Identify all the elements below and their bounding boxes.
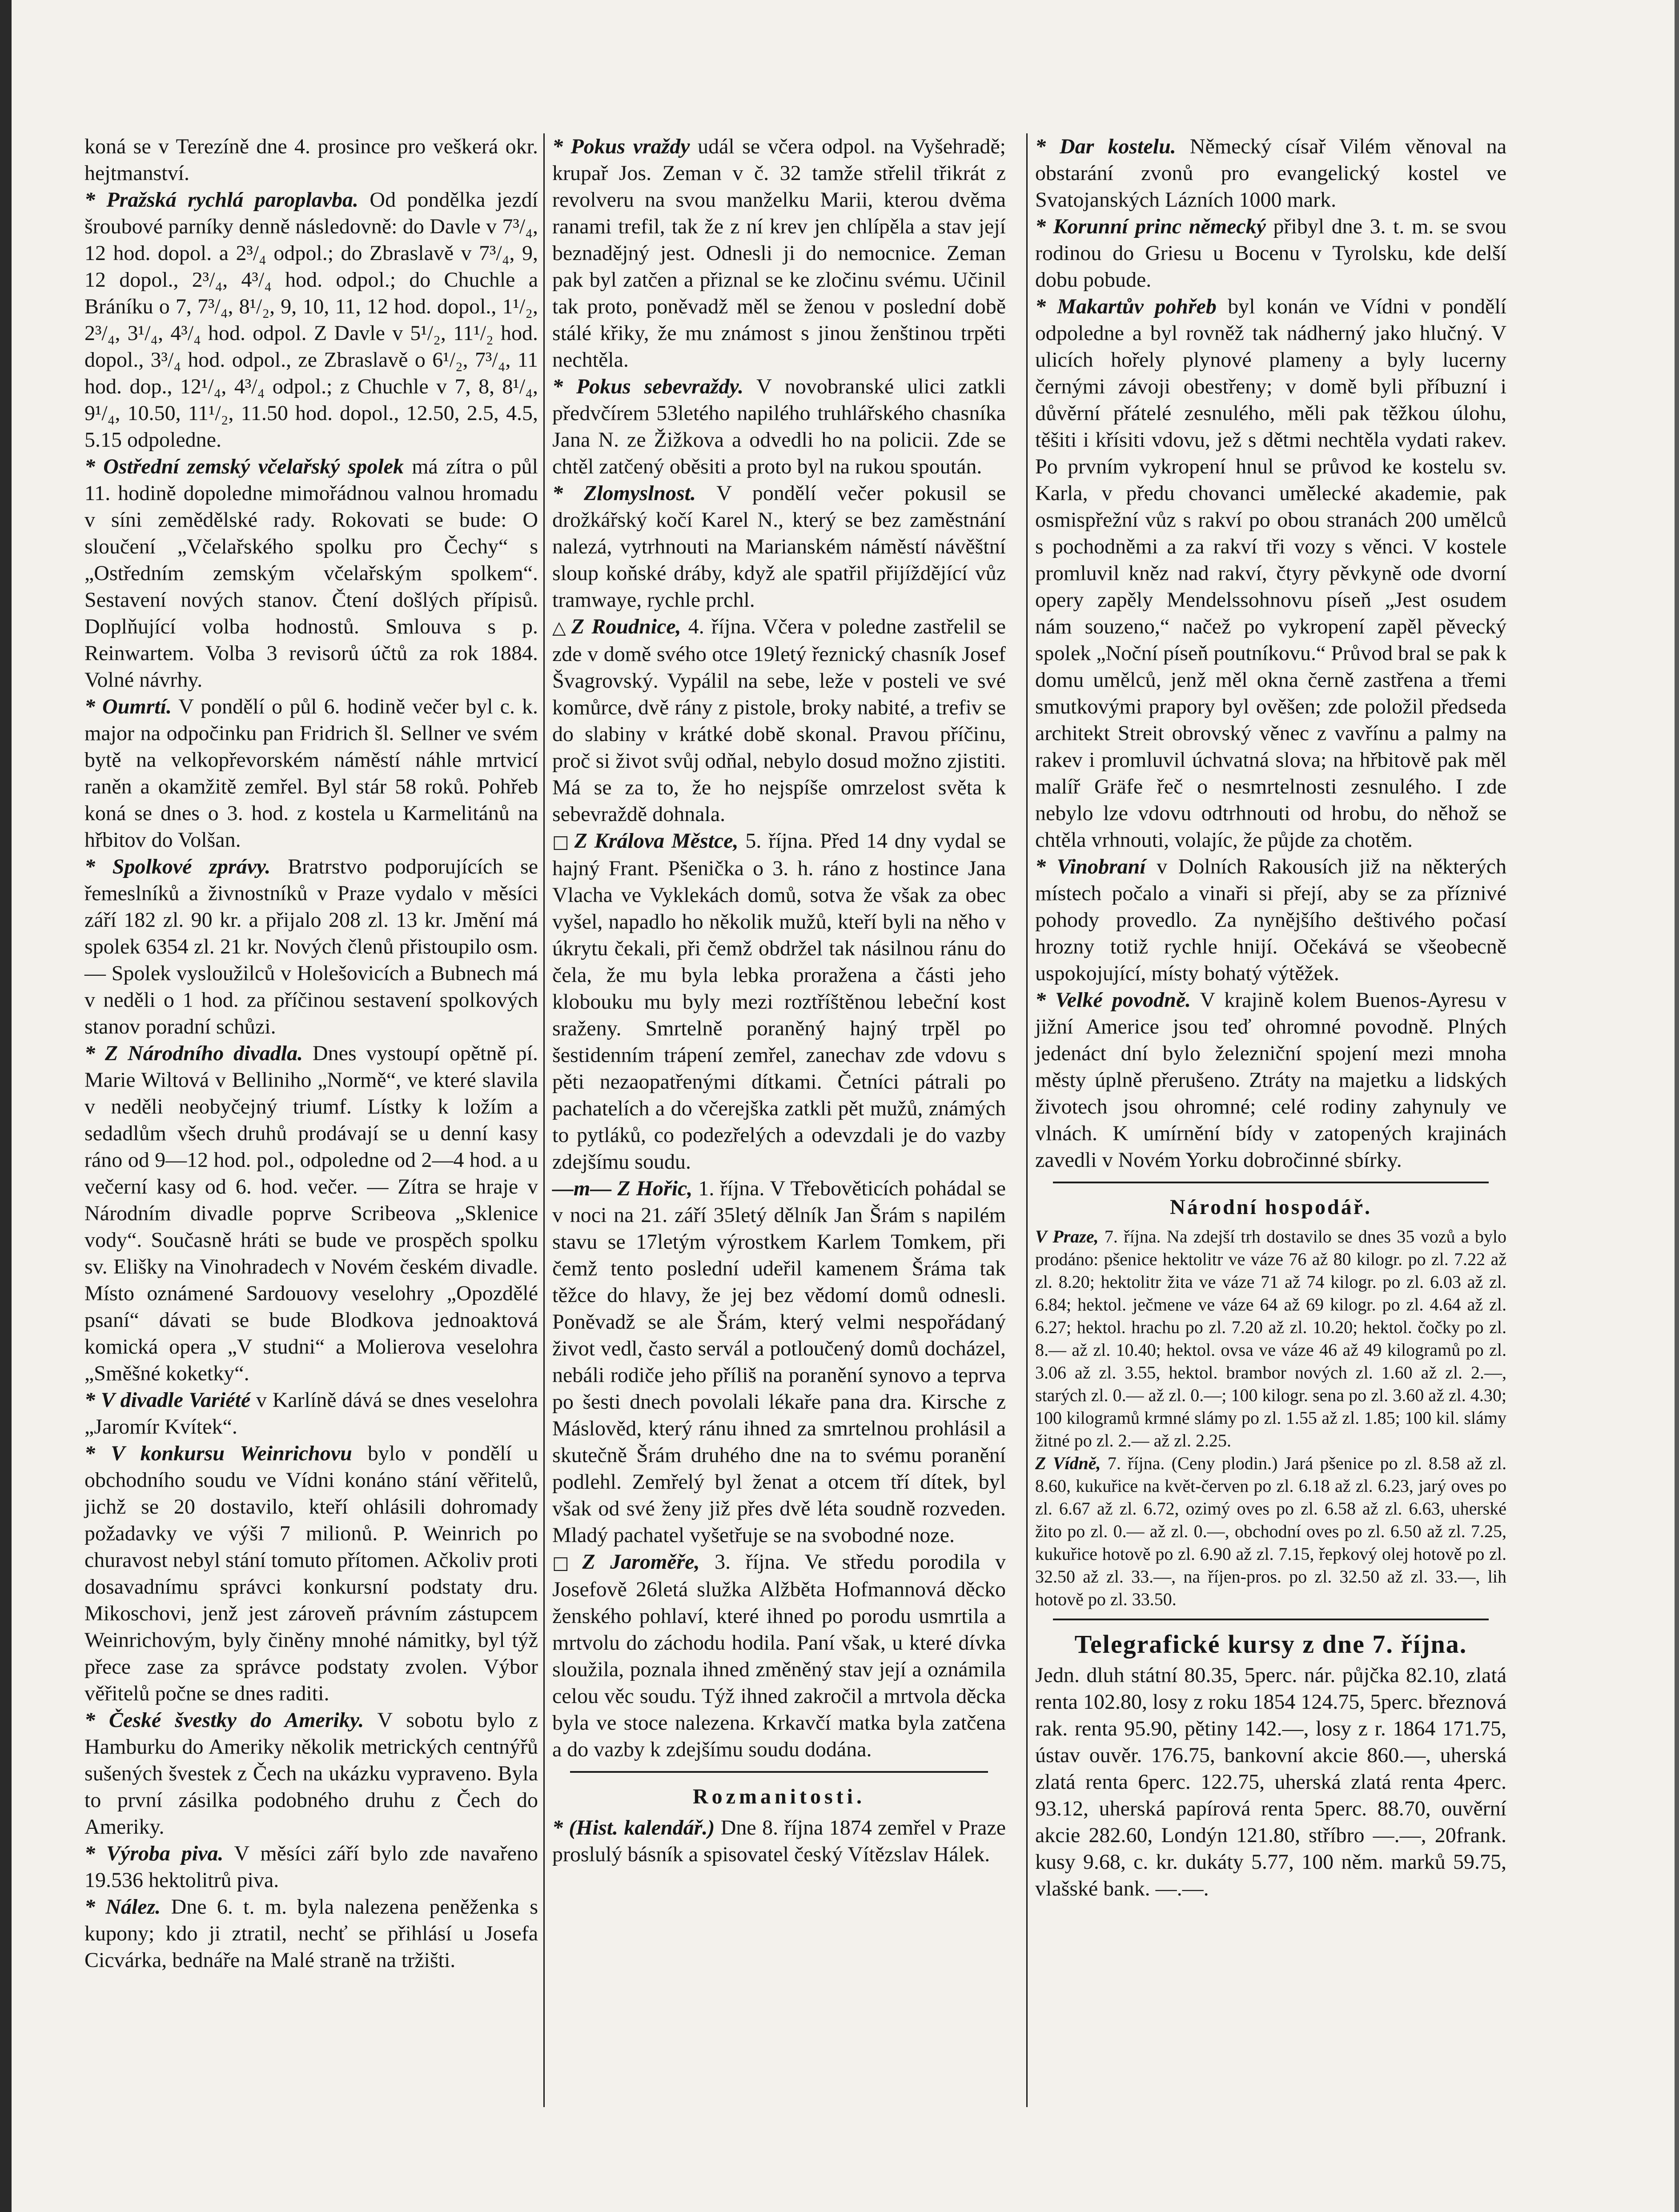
correspondent-mark: □: [552, 832, 571, 852]
column-3-news: [1035, 133, 1506, 1174]
article-lead: * Korunní princ německý: [1035, 215, 1266, 238]
article-lead: Z Vídně,: [1035, 1453, 1101, 1473]
article-paragraph: [552, 613, 1006, 828]
correspondent-mark: □: [552, 1553, 579, 1573]
section-heading-narodni-hospodar: Národní hospodář.: [1170, 1195, 1372, 1219]
section-rule: [1053, 1182, 1489, 1183]
scan-edge-right: [1675, 0, 1679, 2212]
article-lead: * Nález.: [84, 1895, 161, 1919]
article-paragraph: [1035, 213, 1506, 293]
article-lead: * Ostřední zemský včelařský spolek: [84, 455, 404, 478]
article-paragraph: [84, 1840, 538, 1894]
column-2-news: [552, 133, 1006, 1763]
article-lead: * Pokus sebevraždy.: [552, 375, 744, 398]
article-paragraph: [552, 133, 1006, 373]
article-lead: * Výroba piva.: [84, 1842, 224, 1865]
correspondent-mark: △: [552, 617, 568, 638]
article-body: 1. října. V Třebověticích pohádal se v noci na 21. září 35letý dělník Jan Šrám s napilém stavu se 17letým výrostkem Karlem Tomkem, při čemž tento poslední udeřil kamenem Šráma tak těžce do hlavy, že jej bez vědomí domů odnesli. Poněvadž se ale Šrám, který velmi nespořádaný život vedl, často servál a potloučený domů docházel, nebáli rodiče jeho příliš na poranění synovo a teprva po šesti dnech povolali lékaře pana dra. Kirsche z Máslověd, který ránu ihned za smrtelnou prohlásil a skutečně Šrám druhého dne na to svému poranění podlehl. Zemřelý byl ženat a otcem tří dítek, byl však od své ženy již přes dvě léta soudně rozveden. Mladý pachatel vyšetřuje se na svobodné noze.: [552, 1177, 1006, 1547]
article-paragraph: [84, 133, 538, 187]
article-lead: * V konkursu Weinrichovu: [84, 1442, 352, 1465]
scan-edge-left: [0, 0, 12, 2212]
article-paragraph: [84, 1040, 538, 1387]
article-body: v Karlíně dává se dnes veselohra „Jaromír Kvítek“.: [84, 1388, 538, 1439]
article-body: Dne 8. října 1874 zemřel v Praze proslulý básník a spisovatel český Vítězslav Hálek.: [552, 1816, 1006, 1866]
article-lead: * V divadle Variété: [84, 1388, 251, 1412]
market-reports: [1035, 1225, 1506, 1611]
article-body: V pondělí o půl 6. hodině večer byl c. k. major na odpočinku pan Fridrich šl. Sellner ve svém bytě na velkopřevorském náměstí náhle mrtvicí raněn a okamžitě zemřel. Byl stár 58 roků. Pohřeb koná se dnes o 3. hod. z kostela u Karmelitánů na hřbitov do Volšan.: [84, 695, 538, 852]
article-lead: * Dar kostelu.: [1035, 135, 1176, 158]
article-paragraph: [552, 1549, 1006, 1763]
column-3: [1035, 133, 1506, 1902]
article-body: 3. října. Ve středu porodila v Josefově 26letá služka Alžběta Hofmannová děcko ženského pohlaví, které ihned po porodu usmrtila a mrtvolu do záchodu hodila. Paní však, u které dívka sloužila, poznala ihned změněný stav její a oznámila celou věc soudu. Týž ihned zakročil a mrtvola děcka byla ve stoce nalezena. Krkavčí matka byla zatčena a do vazby k zdejšímu soudu dodána.: [552, 1550, 1006, 1761]
article-lead: —m— Z Hořic,: [552, 1177, 693, 1200]
article-body: V novobranské ulici zatkli předvčírem 53letého napilého truhlářského chasníka Jana N. ze Žižkova a odvedli ho na policii. Zde se chtěl zatčený oběsiti a proto byl na rukou spoután.: [552, 375, 1006, 478]
article-body: 7. října. (Ceny plodin.) Jará pšenice po zl. 8.58 až zl. 8.60, kukuřice na květ-červen po zl. 6.18 až zl. 6.23, jarý oves po zl. 6.67 až zl. 6.72, ozimý oves po zl. 6.58 až zl. 6.63, uherské žito po zl. 0.— až zl. 0.—, obchodní oves po zl. 6.50 až zl. 7.25, kukuřice hotově po zl. 6.90 až zl. 7.15, řepkový olej hotově po zl. 32.50 až zl. 33.—, na říjen-pros. po zl. 32.50 až zl. 33.—, lih hotově po zl. 33.50.: [1035, 1453, 1506, 1609]
article-lead: * České švestky do Ameriky.: [84, 1708, 364, 1732]
article-body: Dnes vystoupí opětně pí. Marie Wiltová v Belliniho „Normě“, ve které slavila v neděli neobyčejný triumf. Lístky k ložím a sedadlům všech druhů prodávají se u denní kasy ráno od 9—12 hod. pol., odpoledne od 2—4 hod. a u večerní kasy od 6. hod. večer. — Zítra se hraje v Národním divadle poprve Scribeova „Sklenice vody“. Současně hráti se bude ve prospěch spolku sv. Elišky na Vinohradech v Novém českém divadle. Místo oznámené Sardouovy veselohry „Opozdělé psaní“ dávati se bude Blodkova jednoaktová komická opera „V studni“ a Molierova veselohra „Směšné koketky“.: [84, 1042, 538, 1385]
article-body: bylo v pondělí u obchodního soudu ve Vídni konáno stání věřitelů, jichž se 20 dostavilo, kteří ohlásili dohromady požadavky ve výši 7 milionů. P. Weinrich po churavost nebyl stání tomuto přítomen. Ačkoliv proti dosavadnímu správci konkursní podstaty dru. Mikoschovi, jenž jest zároveň právním zástupcem Weinrichovým, byly činěny mnohé námitky, byl týž přece zase za správce podstaty zvolen. Výbor věřitelů počne se dnes raditi.: [84, 1442, 538, 1705]
article-body: 4. října. Včera v poledne zastřelil se zde v domě svého otce 19letý řeznický chasník Josef Švagrovský. Vypálil na sebe, leže v posteli ve své komůrce, dvě rány z pistole, broky nabité, a trefiv se do slabiny v krátké době skonal. Pravou příčinu, proč si život svůj odňal, nebylo dosud možno zjistiti. Má se za to, že ho nejspíše omrzelost světa k sebevraždě dohnala.: [552, 615, 1006, 826]
article-paragraph: [1035, 1452, 1506, 1611]
section-heading-rozmanitosti: Rozmanitosti.: [693, 1785, 865, 1808]
article-lead: * Z Národního divadla.: [84, 1042, 303, 1065]
article-paragraph: [552, 1815, 1006, 1868]
article-lead: V Praze,: [1035, 1226, 1099, 1246]
article-paragraph: [552, 828, 1006, 1175]
article-paragraph: [84, 854, 538, 1040]
section-heading-telegraficke-kursy: Telegrafické kursy z dne 7. října.: [1074, 1630, 1467, 1659]
article-body: Německý císař Vilém věnoval na obstarání zvonů pro evangelický kostel ve Svatojanských Lázních 1000 mark.: [1035, 135, 1506, 212]
column-1: [84, 133, 538, 1974]
column-2: [552, 133, 1006, 1868]
article-body: byl konán ve Vídni v pondělí odpoledne a byl rovněž tak nádherný jako hlučný. V ulicích hořely plynové plameny a byly lucerny černými závoji obestřeny; v domě byli příbuzní i důvěrní přátelé zesnulého, měli pak těžkou úlohu, těšiti i křísiti vdovu, jež s dětmi nechtěla vydati rakev. Po prvním vykropení hnul se průvod ke kostelu sv. Karla, v předu chovanci umělecké akademie, pak osmispřežní vůz s rakví po obou stranách 200 umělců s pochodněmi a za rakví tři vozy s věnci. V kostele promluvil kněz nad rakví, čtyry pěvkyně ode dvorní opery zapěly Mendelssohnovu píseň „Jest osudem nám souzeno,“ načež po vykropení zapěl pěvecký spolek „Noční píseň poutníkovu.“ Průvod bral se pak k domu umělců, jenž měl okna černě zastřena a třemi smutkovými prapory byl ověšen; zde položil předseda architekt Streit obrovský věnec z vavřínu a palmy na rakev i promluvil úchvatná slova; na hřbitově pak měl malíř Gräfe řeč o nesmrtelnosti zesnulého. I zde nebylo lze vdovu odtrhnouti od hrobu, do něhož se chtěla vrhnouti, volajíc, že půjde za chotěm.: [1035, 295, 1507, 852]
article-lead: * Vinobraní: [1035, 855, 1146, 878]
article-paragraph: [84, 1387, 538, 1440]
article-paragraph: [84, 453, 538, 693]
article-lead: * (Hist. kalendář.): [552, 1816, 715, 1839]
article-lead: * Makartův pohřeb: [1035, 295, 1217, 318]
article-body: přibyl dne 3. t. m. se svou rodinou do Griesu u Bocenu v Tyrolsku, kde delší dobu pobude.: [1035, 215, 1506, 292]
column-2-rozmanitosti: [552, 1815, 1006, 1868]
article-lead: * Spolkové zprávy.: [84, 855, 271, 878]
article-paragraph: [84, 693, 538, 854]
article-body: v Dolních Rakousích již na některých místech počalo a vinaři si přejí, aby se za příznivé pohody provedlo. Za nynějšího deštivého počasí hrozny totiž rychle hnijí. Očekává se všeobecně uspokojující, místy bohatý výtěžek.: [1035, 855, 1507, 985]
article-lead: Z Jaroměře,: [582, 1550, 700, 1574]
article-body: V pondělí večer pokusil se drožkářský kočí Karel N., který se bez zaměstnání nalezá, vytrhnouti na Marianském náměstí návěštní sloup koňské dráby, když ale spatřil přijíždějící vůz tramwaye, rychle prchl.: [552, 481, 1006, 612]
article-body: 5. října. Před 14 dny vydal se hajný Frant. Pšenička o 3. h. ráno z hostince Jana Vlacha ve Vyklekách domů, sotva že však za obec vyšel, napadlo ho několik mužů, kteří byli na něho v úkrytu čekali, při čemž obdržel tak násilnou ránu do čela, že mu byla lebka proražena a části jeho klobouku mu byly mezi roztříštěnou lebeční kost sraženy. Smrtelně poraněný hajný trpěl po šestidenním trápení zemřel, zanechav zde vdovu s pěti nezaopatřenými dítkami. Četníci pátrali po pachatelích a do včerejška zatkli pět mužů, známých to pytláků, co podezřelých a odevzdali je do vazby zdejšímu soudu.: [552, 829, 1006, 1174]
article-paragraph: [552, 1175, 1006, 1549]
article-paragraph: [1035, 854, 1506, 987]
article-body: koná se v Terezíně dne 4. prosince pro veškerá okr. hejtmanství.: [84, 135, 538, 185]
article-paragraph: [552, 480, 1006, 613]
article-body: 7. října. Na zdejší trh dostavilo se dnes 35 vozů a bylo prodáno: pšenice hektolitr ve váze 76 až 80 kilogr. po zl. 7.22 až zl. 8.20; hektolitr žita ve váze 71 až 74 kilogr. po zl. 6.03 až zl. 6.84; hektol. ječmene ve váze 64 až 69 kilogr. po zl. 4.64 až zl. 6.27; hektol. hrachu po zl. 7.20 až zl. 10.20; hektol. čočky po zl. 8.— až zl. 10.40; hektol. ovsa ve váze 46 až 49 kilogramů po zl. 3.06 až zl. 3.55, hektol. brambor nových zl. 1.60 až zl. 2.—, starých zl. 0.— až zl. 0.—; 100 kilogr. sena po zl. 3.60 až zl. 4.30; 100 kilogramů krmné slámy po zl. 1.55 až zl. 1.85; 100 kil. slámy žitné po zl. 2.— až zl. 2.25.: [1035, 1226, 1506, 1451]
article-body: V krajině kolem Buenos-Ayresu v jižní Americe jsou teď ohromné povodně. Plných jedenáct dní bylo železniční spojení mezi mnoha městy úplně přerušeno. Ztráty na majetku a lidských životech jsou ohromné; celé rodiny zahynuly ve vlnách. K umírnění bídy v zatopených krajinách zavedli v Novém Yorku dobročinné sbírky.: [1035, 988, 1506, 1172]
article-paragraph: [1035, 133, 1506, 213]
article-paragraph: [552, 373, 1006, 480]
article-body: udál se včera odpol. na Vyšehradě; krupař Jos. Zeman v č. 32 tamže střelil třikrát z revolveru na svou manželku Marii, kterou dvěma ranami trefil, tak že z ní krev jen chlípěla a stav její beznadějný jest. Odnesli ji do nemocnice. Zeman pak byl zatčen a přiznal se ke zločinu svému. Učinil tak proto, poněvadž měl se ženou v poslední době stálé křiky, že mu známost s jinou ženštinou trpěti nechtěla.: [552, 135, 1006, 372]
article-paragraph: [1035, 293, 1506, 854]
article-body: Dne 6. t. m. byla nalezena peněženka s kupony; kdo ji ztratil, nechť se přihlásí u Josefa Cicvárka, bednáře na Malé straně na tržišti.: [84, 1895, 538, 1972]
article-paragraph: [84, 1440, 538, 1707]
section-rule: [1053, 1619, 1489, 1620]
article-lead: * Zlomyslnost.: [552, 481, 696, 505]
article-body: má zítra o půl 11. hodině dopoledne mimořádnou valnou hromadu v síni zemědělské rady. Rokovati se bude: O sloučení „Včelařského spolku pro Čechy“ s „Ostředním zemským včelařským spolkem“. Sestavení nových stanov. Čtení došlých přípisů. Doplňující volba hodnostů. Smlouva s p. Reinwartem. Volba 3 revisorů účtů za rok 1884. Volné návrhy.: [84, 455, 538, 692]
article-lead: * Pokus vraždy: [552, 135, 690, 158]
article-body: V sobotu bylo z Hamburku do Ameriky několik metrických centnýřů sušených švestek z Čech na ukázku vypraveno. Byla to první zásilka podobného druhu z Čech do Ameriky.: [84, 1708, 538, 1839]
exchange-rates-text: Jedn. dluh státní 80.35, 5perc. nár. půjčka 82.10, zlatá renta 102.80, losy z roku 1854 124.75, 5perc. březnová rak. renta 95.90, pětiny 142.—, losy z r. 1864 171.75, ústav ouvěr. 176.75, bankovní akcie 860.—, uherská zlatá renta 6perc. 122.75, uherská zlatá renta 4perc. 93.12, uherská papírová renta 5perc. 88.70, ouvěrní akcie 282.60, Londýn 121.80, stříbro —.—, 20frank. kusy 9.68, c. kr. dukáty 5.77, 100 něm. marků 59.75, vlašské bank. —.—.: [1035, 1663, 1506, 1900]
article-lead: Z Roudnice,: [571, 615, 681, 638]
article-body: V měsíci září bylo zde navařeno 19.536 hektolitrů piva.: [84, 1842, 538, 1892]
column-divider-2: [1026, 133, 1028, 2107]
article-body: Bratrstvo podporujících se řemeslníků a živnostníků v Praze vydalo v měsíci září 182 zl. 90 kr. a přijalo 208 zl. 13 kr. Jmění má spolek 6354 zl. 21 kr. Nových členů přistoupilo osm. — Spolek vysloužilců v Holešovicích a Bubnech má v neděli o 1 hod. za příčinou sestavení spolkových stanov poradní schůzi.: [84, 855, 538, 1038]
article-paragraph: [84, 1894, 538, 1974]
article-paragraph: [84, 1707, 538, 1840]
section-rule: [570, 1771, 988, 1773]
column-divider-1: [543, 133, 545, 2107]
article-paragraph: [1035, 987, 1506, 1174]
article-paragraph: [84, 187, 538, 453]
article-lead: * Velké povodně.: [1035, 988, 1191, 1012]
article-lead: * Pražská rychlá paroplavba.: [84, 188, 359, 212]
article-paragraph: [1035, 1225, 1506, 1452]
article-body: Od pondělka jezdí šroubové parníky denně následovně: do Davle v 7³/₄, 12 hod. dopol. a 2³/₄ odpol.; do Zbraslavě v 7³/₄, 9, 12 dopol., 2³/₄, 4³/₄ hod. odpol.; do Chuchle a Bráníku o 7, 7³/₄, 8¹/₂, 9, 10, 11, 12 hod. dopol., 1¹/₂, 2³/₄, 3¹/₄, 4³/₄ hod. odpol. Z Davle v 5¹/₂, 11¹/₂ hod. dopol., 3³/₄ hod. odpol., ze Zbraslavě o 6¹/₂, 7³/₄, 11 hod. dop., 12¹/₄, 4³/₄ odpol.; z Chuchle v 7, 8, 8¹/₄, 9¹/₄, 10.50, 11¹/₂, 11.50 hod. dopol., 12.50, 2.5, 4.5, 5.15 odpoledne.: [84, 188, 538, 452]
article-lead: Z Králova Městce,: [574, 829, 739, 853]
article-lead: * Oumrtí.: [84, 695, 172, 718]
